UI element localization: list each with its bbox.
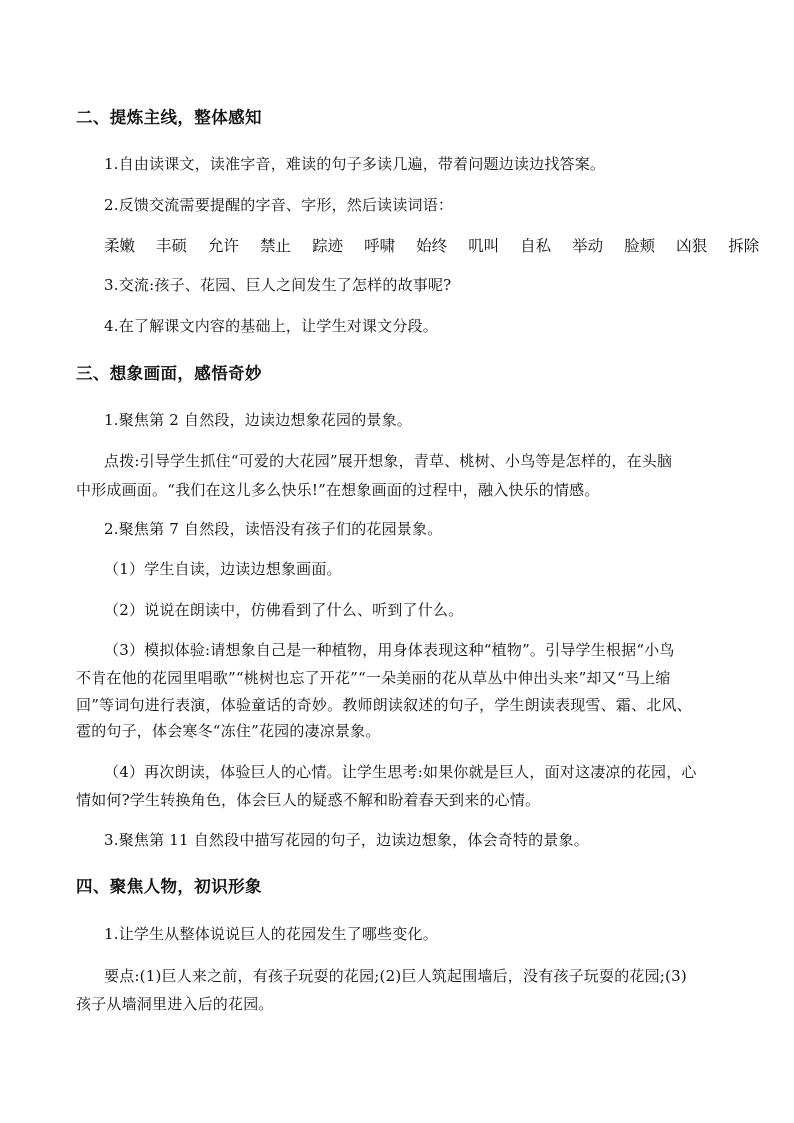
vocabulary-list: [104, 234, 759, 258]
paragraph-line: 不肯在他的花园里唱歌”“桃树也忘了开花”“一朵美丽的花从草丛中伸出头来”却又“马上缩: [76, 669, 671, 687]
paragraph: 1.自由读课文，读准字音，难读的句子多读几遍，带着问题边读边找答案。: [104, 155, 606, 173]
vocab-word: 叽叫: [468, 237, 500, 255]
paragraph: 4.在了解课文内容的基础上，让学生对课文分段。: [104, 317, 438, 335]
vocab-word: 脸颊: [624, 237, 656, 255]
paragraph-line: （3）模拟体验:请想象自己是一种植物，用身体表现这种“植物”。引导学生根据“小鸟: [104, 641, 675, 659]
paragraph: 2.聚焦第 7 自然段，读悟没有孩子们的花园景象。: [104, 520, 443, 538]
vocab-word: 柔嫩: [104, 237, 136, 255]
paragraph: 3.交流:孩子、花园、巨人之间发生了怎样的故事呢?: [104, 276, 452, 294]
paragraph: 2.反馈交流需要提醒的字音、字形，然后读读词语：: [104, 196, 454, 214]
paragraph-line: 点拨:引导学生抓住“可爱的大花园”展开想象，青草、桃树、小鸟等是怎样的，在头脑: [104, 452, 673, 470]
vocab-word: 踪迹: [312, 237, 344, 255]
paragraph: （1）学生自读，边读边想象画面。: [104, 560, 342, 578]
section-heading-4: 四、聚焦人物，初识形象: [76, 877, 262, 896]
vocab-word: 呼啸: [364, 237, 396, 255]
paragraph-line: 回”等词句进行表演，体验童话的奇妙。教师朗读叙述的句子，学生朗读表现雪、霜、北风、: [76, 696, 692, 714]
vocab-word: 举动: [572, 237, 604, 255]
paragraph-line: 要点:(1)巨人来之前，有孩子玩耍的花园;(2)巨人筑起围墙后，没有孩子玩耍的花园;(3): [104, 967, 687, 985]
paragraph: 1.聚焦第 2 自然段，边读边想象花园的景象。: [104, 411, 412, 429]
paragraph: 3.聚焦第 11 自然段中描写花园的句子，边读边想象，体会奇特的景象。: [104, 831, 589, 849]
vocab-word: 自私: [520, 237, 552, 255]
vocab-word: 丰硕: [156, 237, 188, 255]
paragraph-line: 情如何?学生转换角色，体会巨人的疑惑不解和盼着春天到来的心情。: [76, 791, 541, 809]
section-heading-3: 三、想象画面，感悟奇妙: [76, 364, 262, 383]
paragraph-line: 中形成画面。“我们在这儿多么快乐!”在想象画面的过程中，融入快乐的情感。: [76, 481, 600, 499]
vocab-word: 允许: [208, 237, 240, 255]
vocab-word: 禁止: [260, 237, 292, 255]
vocab-word: 凶狠: [676, 237, 708, 255]
paragraph-line: 孩子从墙洞里进入后的花园。: [76, 995, 274, 1013]
vocab-word: 始终: [416, 237, 448, 255]
vocab-word: 拆除: [728, 237, 760, 255]
paragraph: （2）说说在朗读中，仿佛看到了什么、听到了什么。: [104, 601, 464, 619]
paragraph-line: （4）再次朗读，体验巨人的心情。让学生思考:如果你就是巨人，面对这凄凉的花园，心: [104, 763, 697, 781]
paragraph: 1.让学生从整体说说巨人的花园发生了哪些变化。: [104, 925, 438, 943]
paragraph-line: 雹的句子，体会寒冬“冻住”花园的凄凉景象。: [76, 722, 381, 740]
section-heading-2: 二、提炼主线，整体感知: [76, 108, 262, 127]
